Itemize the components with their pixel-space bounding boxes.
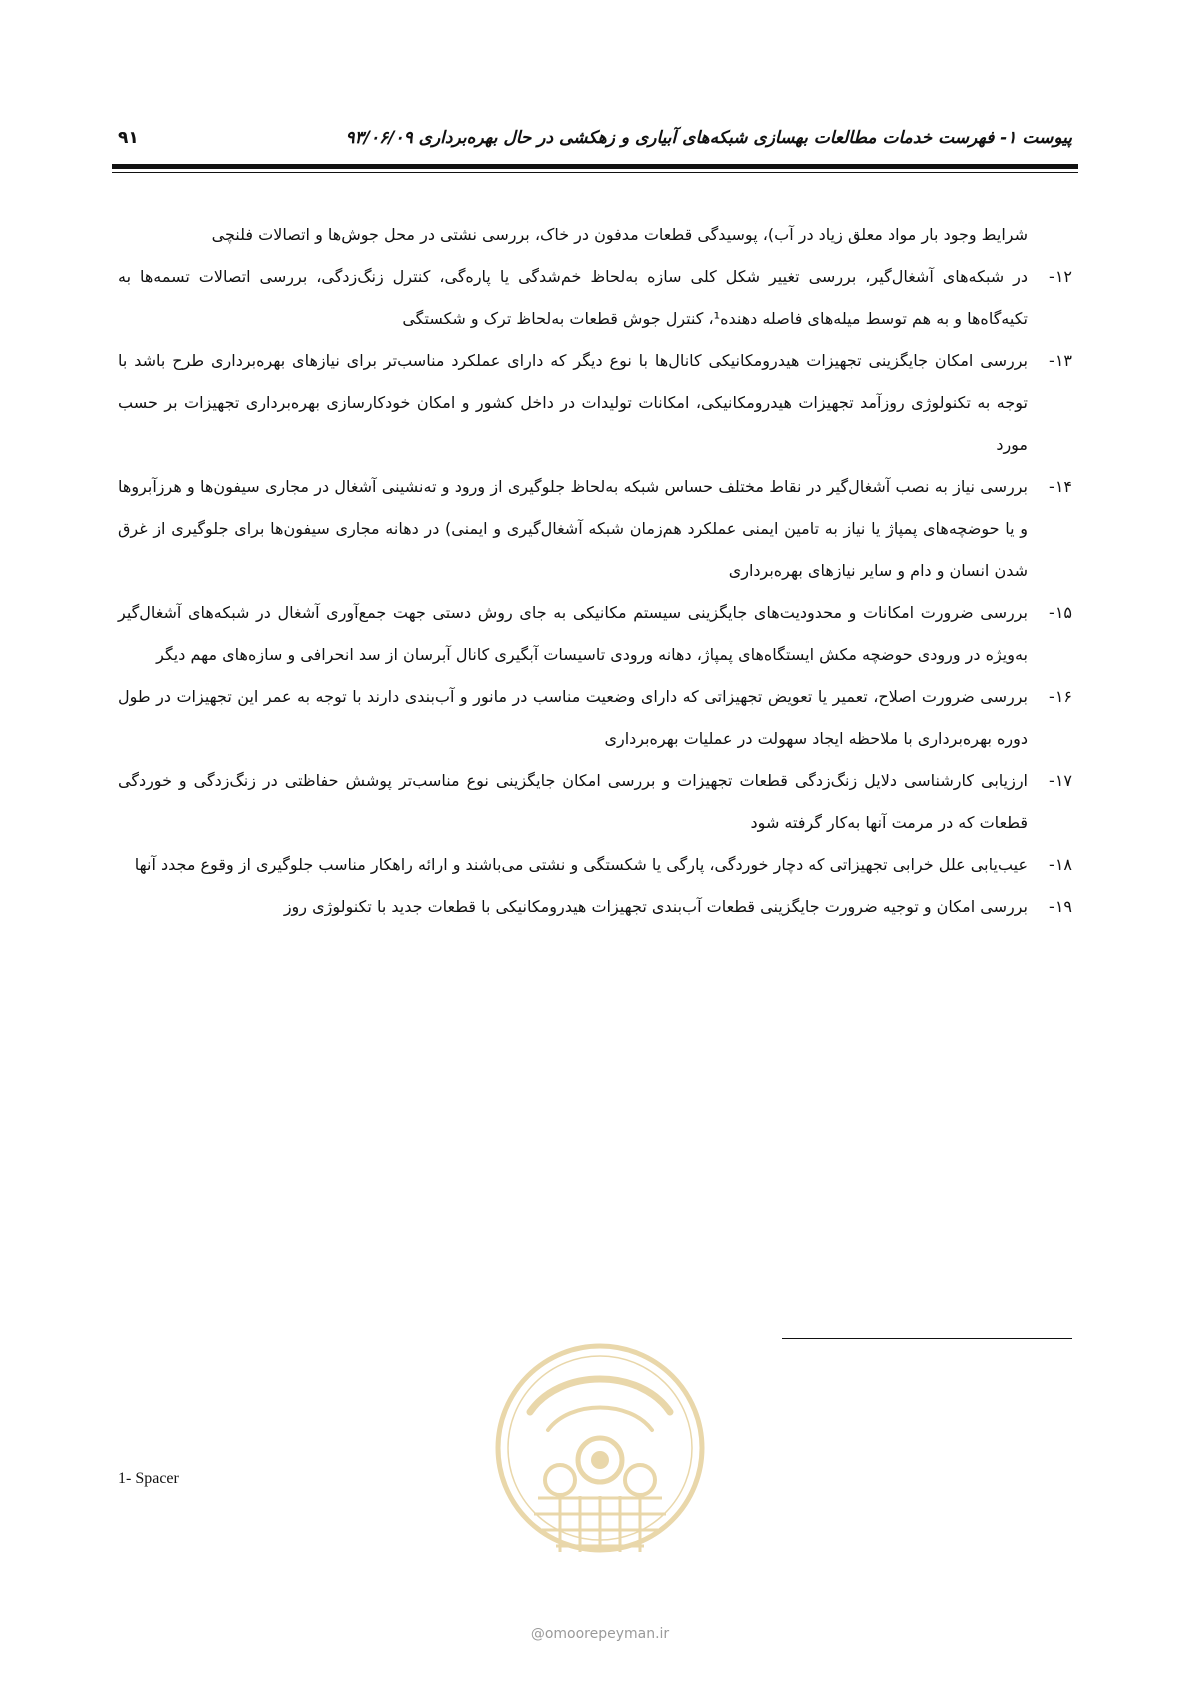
list-item-19: [118, 886, 1072, 928]
intro-paragraph: شرایط وجود بار مواد معلق زیاد در آب)، پوسیدگی قطعات مدفون در خاک، بررسی نشتی در محل جوش‌ها و اتصالات فلنچی: [211, 225, 1028, 244]
item-text: بررسی امکان و توجیه ضرورت جایگزینی قطعات آب‌بندی تجهیزات هیدرومکانیکی با قطعات جدید با تکنولوژی روز: [283, 897, 1028, 916]
item-number: ۱۳-: [1049, 351, 1072, 370]
list-item-14: [118, 466, 1072, 592]
item-text: ارزیابی کارشناسی دلایل زنگ‌زدگی قطعات تجهیزات و بررسی امکان جایگزینی نوع مناسب‌تر پوشش حفاظتی در زنگ‌زدگی و خوردگی قطعات که در مرمت آنها به‌کار گرفته شود: [118, 771, 1028, 832]
item-text: بررسی نیاز به نصب آشغال‌گیر در نقاط مختلف حساس شبکه به‌لحاظ جلوگیری از ورود و ته‌نشینی آشغال در مجاری سیفون‌ها و هرزآبروها و یا حوضچه‌های پمپاژ یا نیاز به تامین ایمنی عملکرد هم‌زمان شبکه آشغال‌گیری و ایمنی) در دهانه مجاری سیفون‌ها برای جلوگیری از غرق شدن انسان و دام و سایر نیازهای بهره‌برداری: [118, 477, 1028, 580]
footnote-separator: [782, 1338, 1072, 1339]
item-number: ۱۵-: [1049, 603, 1072, 622]
item-text: در شبکه‌های آشغال‌گیر، بررسی تغییر شکل کلی سازه به‌لحاظ خم‌شدگی یا پاره‌گی، کنترل زنگ‌زدگی، بررسی اتصالات تسمه‌ها به تکیه‌گاه‌ها و به هم توسط میله‌های فاصله دهنده¹، کنترل جوش قطعات به‌لحاظ ترک و شکستگی: [118, 267, 1028, 328]
item-number: ۱۹-: [1049, 897, 1072, 916]
watermark-url: @omoorepeyman.ir: [530, 1626, 670, 1642]
item-number: ۱۷-: [1049, 771, 1072, 790]
list-item-17: [118, 760, 1072, 844]
item-number: ۱۶-: [1049, 687, 1072, 706]
list-item-16: [118, 676, 1072, 760]
page-header: [118, 128, 1072, 158]
document-body: [118, 214, 1072, 928]
list-item-12: [118, 256, 1072, 340]
item-text: بررسی ضرورت اصلاح، تعمیر یا تعویض تجهیزاتی که دارای وضعیت مناسب در مانور و آب‌بندی دارند با توجه به عمر این تجهیزات در طول دوره بهره‌برداری با ملاحظه ایجاد سهولت در عملیات بهره‌برداری: [118, 687, 1028, 748]
header-rule-thick: [112, 164, 1078, 169]
list-item-13: [118, 340, 1072, 466]
header-rule-thin: [112, 172, 1078, 173]
list-item-18: [118, 844, 1072, 886]
page-number: ۹۱: [118, 128, 139, 148]
item-number: ۱۲-: [1049, 267, 1072, 286]
list-item-15: [118, 592, 1072, 676]
item-number: ۱۴-: [1049, 477, 1072, 496]
item-text: بررسی ضرورت امکانات و محدودیت‌های جایگزینی سیستم مکانیکی به جای روش دستی جهت جمع‌آوری آشغال در شبکه‌های آشغال‌گیر به‌ویژه در ورودی حوضچه مکش ایستگاه‌های پمپاژ، دهانه ورودی تاسیسات آبگیری کانال آبرسان از سد انحرافی و سازه‌های مهم دیگر: [118, 603, 1028, 664]
item-text: بررسی امکان جایگزینی تجهیزات هیدرومکانیکی کانال‌ها با نوع دیگر که دارای عملکرد مناسب‌تر برای نیازهای بهره‌برداری طرح باشد با توجه به تکنولوژی روزآمد تجهیزات هیدرومکانیکی، امکانات تولیدات در داخل کشور و امکان خودکارسازی بهره‌برداری تجهیزات بر حسب مورد: [118, 351, 1028, 454]
footnote: 1- Spacer: [118, 1470, 179, 1487]
item-text: عیب‌یابی علل خرابی تجهیزاتی که دچار خوردگی، پارگی یا شکستگی و نشتی می‌باشند و ارائه راهکار مناسب جلوگیری از وقوع مجدد آنها: [134, 855, 1028, 874]
header-title: پیوست ۱- فهرست خدمات مطالعات بهسازی شبکه‌های آبیاری و زهکشی در حال بهره‌برداری ۹۳/۰۶/۰۹: [345, 128, 1072, 148]
stamp-seal-icon: [490, 1338, 710, 1598]
item-number: ۱۸-: [1049, 855, 1072, 874]
